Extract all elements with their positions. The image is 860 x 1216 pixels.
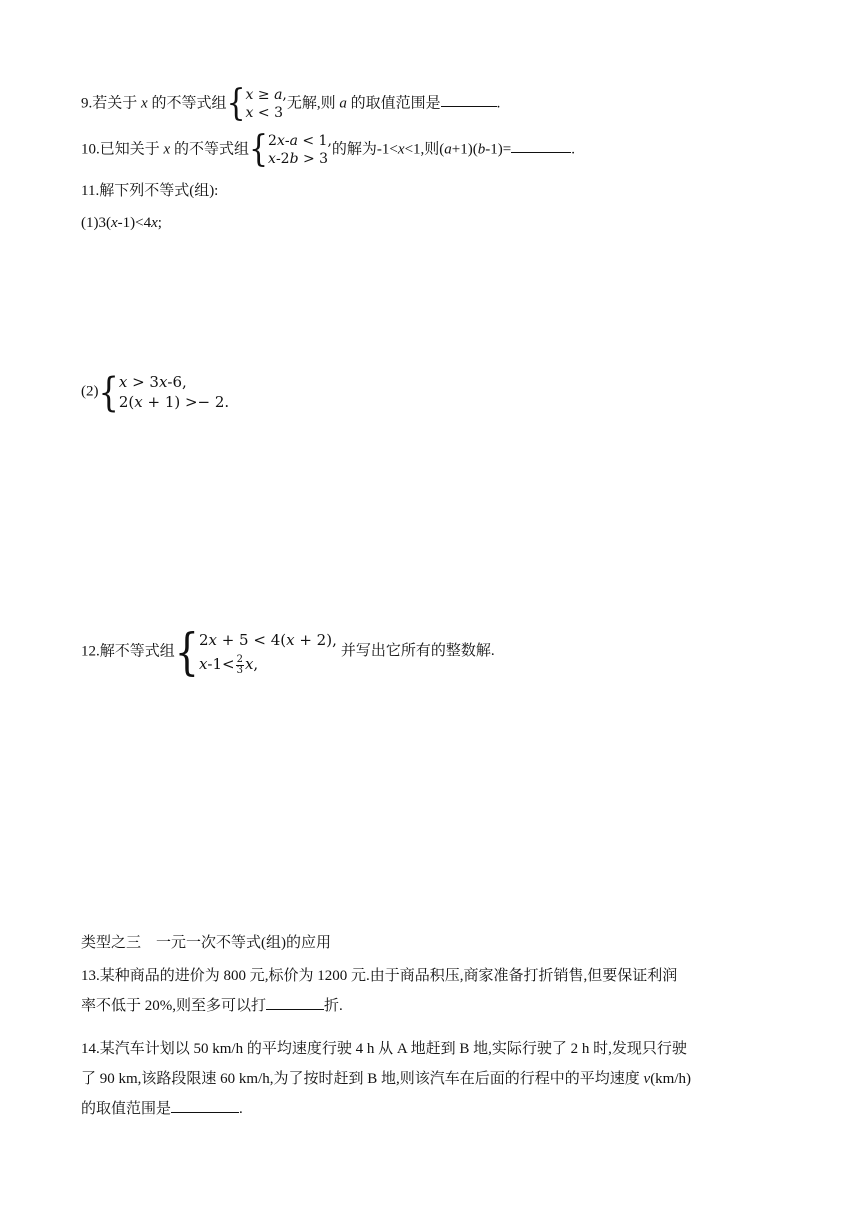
q13-line1: 13.某种商品的进价为 800 元,标价为 1200 元.由于商品积压,商家准备打折销售,但要保证利润	[81, 968, 678, 984]
question-14	[81, 1034, 781, 1124]
q12-prefix: 12.解不等式组	[81, 643, 175, 660]
q10-after3: +1)(	[451, 141, 478, 158]
q12-brace-icon: {	[174, 623, 199, 681]
q12-row2-b: 𝑥,	[244, 655, 259, 673]
q9-answer-blank[interactable]	[441, 92, 497, 107]
q10-end: .	[571, 141, 575, 158]
q10-row1: 2𝑥-𝑎 < 1,	[268, 133, 332, 149]
q9-end: .	[496, 95, 501, 112]
q11-p1-var-x1: x	[111, 215, 118, 231]
q14-answer-blank[interactable]	[171, 1098, 239, 1113]
q9-row1: 𝑥 ≥ 𝑎,	[245, 87, 287, 103]
q14-line3-a: 的取值范围是	[81, 1101, 172, 1117]
q9-prefix: 9.若关于	[81, 95, 142, 112]
q14-line3-b: .	[239, 1101, 243, 1117]
question-11-title: 11.解下列不等式(组):	[81, 183, 219, 199]
q10-answer-blank[interactable]	[511, 138, 571, 153]
q10-after4: -1)=	[485, 141, 512, 158]
q11-p1-var-x2: x	[151, 215, 158, 231]
q14-line1: 14.某汽车计划以 50 km/h 的平均速度行驶 4 h 从 A 地赶到 B 地,实际行驶了 2 h 时,发现只行驶	[81, 1041, 687, 1057]
question-11-part2	[81, 368, 230, 416]
q10-prefix: 10.已知关于	[81, 141, 164, 158]
q14-line2-b: (km/h)	[650, 1071, 692, 1087]
q10-var-b: b	[477, 141, 486, 158]
q9-var-a: a	[339, 95, 347, 112]
q10-mid: 的不等式组	[170, 141, 249, 158]
question-11-part1	[81, 213, 162, 233]
q10-system	[248, 128, 332, 171]
q9-brace-icon: {	[226, 82, 246, 125]
q14-var-v: v	[643, 1071, 651, 1087]
q10-after2: <1,则(	[404, 141, 445, 158]
q11-p1-prefix: (1)3(	[81, 215, 111, 231]
q14-line2	[81, 1064, 781, 1094]
q14-line2-a: 了 90 km,该路段限速 60 km/h,为了按时赶到 B 地,则该汽车在后面的行程中的平均速度	[81, 1071, 644, 1087]
q12-row2-a: 𝑥-1<	[198, 655, 235, 673]
q10-after: 的解为-1<	[331, 141, 398, 158]
q9-var-x: x	[141, 95, 148, 112]
question-13	[81, 961, 781, 1021]
q12-row1: 2𝑥 + 5 < 4(𝑥 + 2),	[198, 631, 337, 649]
q11-p2-row1: 𝑥 > 3𝑥-6,	[118, 373, 187, 391]
q12-system	[174, 623, 337, 681]
q11-brace-icon: {	[98, 368, 119, 416]
section-title: 类型之三 一元一次不等式(组)的应用	[81, 935, 331, 951]
q9-row2: 𝑥 < 3	[245, 105, 283, 121]
q11-p2-label: (2)	[81, 383, 99, 400]
q13-line2-b: 折.	[324, 998, 343, 1014]
q11-p2-system	[98, 368, 230, 416]
question-9	[81, 82, 501, 125]
q10-brace-icon: {	[248, 128, 269, 171]
q12-frac-num: 2	[236, 653, 243, 665]
q10-var-a: a	[444, 141, 452, 158]
q12-fraction	[236, 655, 244, 676]
q9-after: 无解,则	[286, 95, 340, 112]
question-12	[81, 623, 495, 681]
q13-answer-blank[interactable]	[266, 995, 324, 1010]
q10-var-x2: x	[397, 141, 405, 158]
q14-line3	[81, 1094, 781, 1124]
q9-suffix: 的取值范围是	[346, 95, 441, 112]
q11-p1-end: ;	[157, 215, 162, 231]
q9-system	[226, 82, 287, 125]
q12-frac-den: 3	[236, 664, 243, 676]
q13-line2	[81, 991, 781, 1021]
q10-row2: 𝑥-2𝑏 > 3	[268, 151, 329, 167]
q13-line2-a: 率不低于 20%,则至多可以打	[81, 998, 266, 1014]
q11-p1-mid: -1)<4	[117, 215, 152, 231]
q9-mid: 的不等式组	[147, 95, 227, 112]
q10-var-x: x	[163, 141, 171, 158]
q11-p2-row2: 2(𝑥 + 1) >− 2.	[118, 393, 230, 411]
q12-suffix: 并写出它所有的整数解.	[340, 643, 495, 660]
q12-row2	[199, 652, 337, 676]
question-10	[81, 128, 575, 171]
